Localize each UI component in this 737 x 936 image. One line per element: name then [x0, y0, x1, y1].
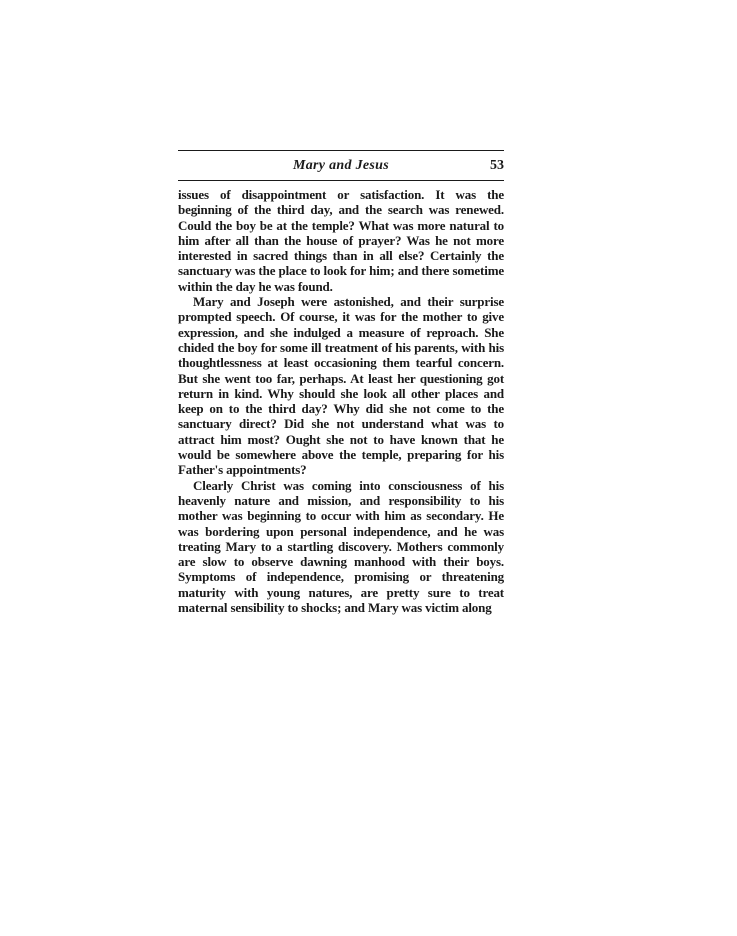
header-rule-bottom	[178, 180, 504, 181]
page-number: 53	[490, 158, 504, 173]
book-page	[178, 150, 504, 615]
body-text	[178, 187, 504, 615]
running-head	[178, 155, 504, 177]
paragraph-3: Clearly Christ was coming into consciousness of his heavenly nature and mission, and responsibility to his mother was beginning to occur with him as secondary. He was bordering upon personal independence, and he was treating Mary to a startling discovery. Mothers commonly are slow to observe dawning manhood with their boys. Symptoms of independence, promising or threatening maturity with young natures, are pretty sure to treat maternal sensibility to shocks; and Mary was victim along	[178, 477, 504, 616]
paragraph-1: issues of disappointment or satisfaction. It was the beginning of the third day, and the search was renewed. Could the boy be at the temple? What was more natural to him after all than the house of prayer? Was he not more interested in sacred things than in all else? Certainly the sanctuary was the place to look for him; and there sometime within the day he was found.	[178, 187, 504, 294]
running-title: Mary and Jesus	[293, 158, 389, 173]
paragraph-2: Mary and Joseph were astonished, and their surprise prompted speech. Of course, it was for the mother to give expression, and she indulged a measure of reproach. She chided the boy for some ill treatment of his parents, with his thoughtlessness at least occasioning them tearful concern. But she went too far, perhaps. At least her questioning got return in kind. Why should she look all other places and keep on to the third day? Why did she not come to the sanctuary direct? Did she not understand what was to attract him most? Ought she not to have known that he would be somewhere above the temple, preparing for his Father's appointments?	[178, 294, 504, 478]
header-rule-top	[178, 150, 504, 151]
